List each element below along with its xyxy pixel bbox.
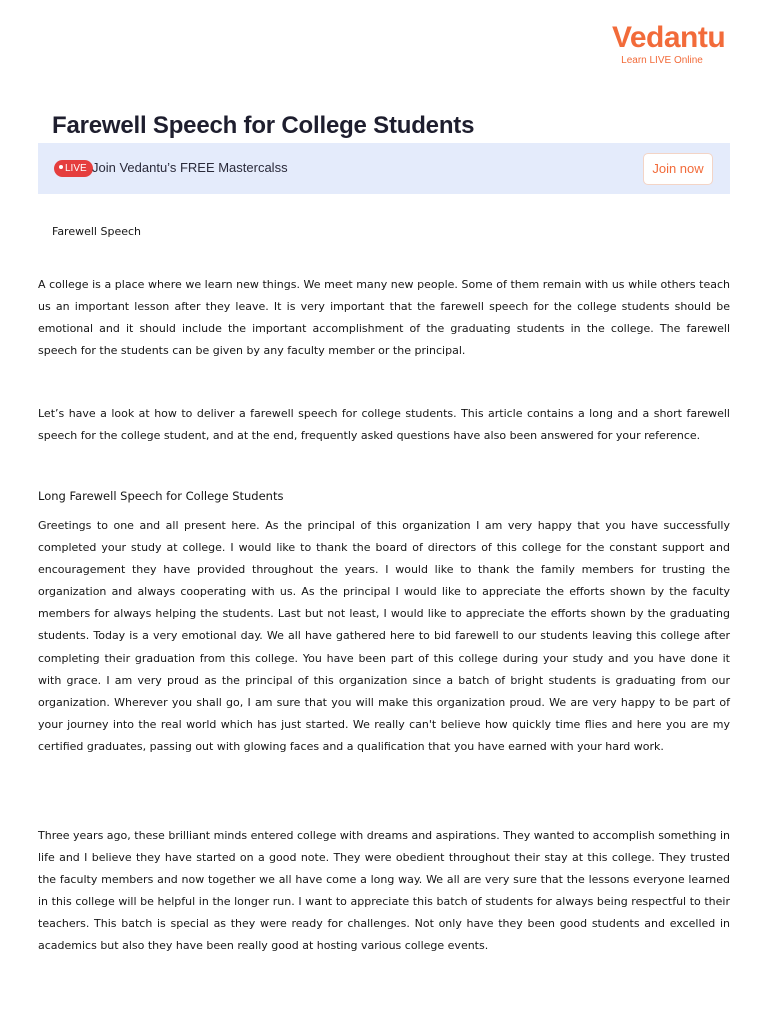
banner-text: Join Vedantu’s FREE Mastercalss: [92, 160, 288, 175]
live-badge-label: LIVE: [65, 163, 87, 174]
paragraph-overview: Let’s have a look at how to deliver a farewell speech for college students. This article contains a long and a short farewell speech for the college student, and at the end, frequently asked questions have also been answered for your reference.: [38, 407, 730, 443]
paragraph-long-speech-2: Three years ago, these brilliant minds entered college with dreams and aspirations. They wanted to accomplish something in life and I believe they have started on a good note. They were obedient throughout their stay at this college. They trusted the faculty members and now together we all have come a long way. We all are very sure that the lessons everyone learned in this college will be helpful in the longer run. I want to appreciate this batch of students for always being respectful to their teachers. This batch is special as they were ready for challenges. Not only have they been good students and excelled in academics but also they have been really good at hosting various college events.: [38, 829, 730, 953]
logo-wordmark: Vedantu: [612, 21, 726, 54]
paragraph-intro: A college is a place where we learn new things. We meet many new people. Some of them remain with us while others teach us an important lesson after they leave. It is very important that the farewell speech for the college students should be emotional and it should include the important accomplishment of the graduating students in the college. The farewell speech for the students can be given by any faculty member or the principal.: [38, 278, 730, 358]
join-now-button[interactable]: Join now: [644, 154, 712, 184]
page-title: Farewell Speech for College Students: [52, 112, 475, 139]
live-badge: [54, 160, 93, 177]
masterclass-banner: [38, 143, 730, 194]
live-dot-icon: [59, 165, 63, 169]
section-heading-long-speech: Long Farewell Speech for College Students: [38, 489, 284, 503]
vedantu-logo[interactable]: [612, 21, 726, 66]
logo-tagline: Learn LIVE Online: [621, 55, 703, 66]
section-heading-farewell-speech: Farewell Speech: [52, 225, 141, 238]
paragraph-long-speech-1: Greetings to one and all present here. As the principal of this organization I am very happy that you have successfully completed your study at college. I would like to thank the board of directors of this college for the constant support and encouragement they have provided throughout the years. I would like to thank the family members for trusting the organization and always cooperating with us. As the principal I would like to appreciate the efforts shown by the faculty members for always helping the students. Last but not least, I would like to appreciate the efforts shown by the graduating students. Today is a very emotional day. We all have gathered here to bid farewell to our students leaving this college after completing their graduation from this college. You have been part of this college during your study and you have done it with grace. I am very proud as the principal of this organization since a batch of bright students is graduating from our organization. Wherever you shall go, I am sure that you will make this organization proud. We are very happy to be part of your journey into the real world which has just started. We really can't believe how quickly time flies and here you are my certified graduates, passing out with glowing faces and a qualification that you have earned with your hard work.: [38, 519, 730, 753]
